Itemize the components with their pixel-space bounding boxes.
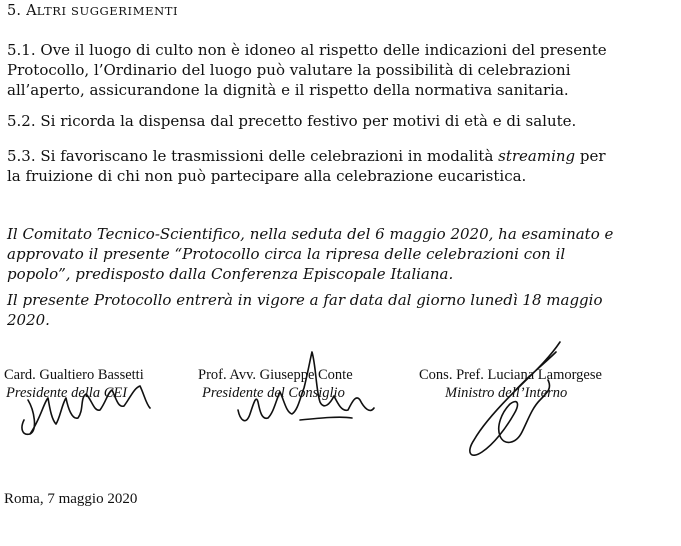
signatory-role: Ministro dell’Interno: [445, 385, 568, 401]
signatory-role: Presidente della CEI: [6, 385, 128, 401]
paragraph-5-3-streaming: streaming: [498, 147, 576, 165]
signatory-name: Card. Gualtiero Bassetti: [4, 367, 144, 383]
paragraph-5-1: 5.1. Ove il luogo di culto non è idoneo al rispetto delle indicazioni del presente Protocollo, l’Ordinario del luogo può valutare la possibilità di celebrazioni all’aperto, assicurandone la dignità e il rispetto della normativa sanitaria.: [7, 41, 607, 99]
signatory-name: Cons. Pref. Luciana Lamorgese: [419, 367, 602, 383]
section-title: [7, 3, 178, 19]
signatory-role: Presidente del Consiglio: [202, 385, 345, 401]
paragraph-5-3-text-b: per la fruizione di chi non può partecipare alla celebrazione eucaristica.: [7, 147, 606, 185]
section-title-initial: A: [26, 3, 37, 19]
section-number: 5.: [7, 3, 22, 19]
document-date: Roma, 7 maggio 2020: [4, 491, 138, 507]
signature-block-lamorgese: [419, 366, 602, 402]
signature-block-conte: [198, 366, 353, 402]
paragraph-5-3-text-a: 5.3. Si favoriscano le trasmissioni delle celebrazioni in modalità: [7, 147, 499, 165]
section-title-rest: LTRI SUGGERIMENTI: [36, 4, 179, 18]
cts-approval-paragraph: Il Comitato Tecnico-Scientifico, nella seduta del 6 maggio 2020, ha esaminato e approvato il presente “Protocollo circa la ripresa delle celebrazioni con il popolo”, predisposto dalla Conferenza Episcopale Italiana.: [7, 225, 614, 283]
paragraph-5-2: 5.2. Si ricorda la dispensa dal precetto festivo per motivi di età e di salute.: [7, 112, 577, 130]
entry-into-force-paragraph: Il presente Protocollo entrerà in vigore a far data dal giorno lunedì 18 maggio 2020.: [7, 291, 603, 329]
paragraph-5-3: [7, 146, 619, 186]
signature-block-bassetti: [4, 366, 144, 402]
signatory-name: Prof. Avv. Giuseppe Conte: [198, 367, 353, 383]
